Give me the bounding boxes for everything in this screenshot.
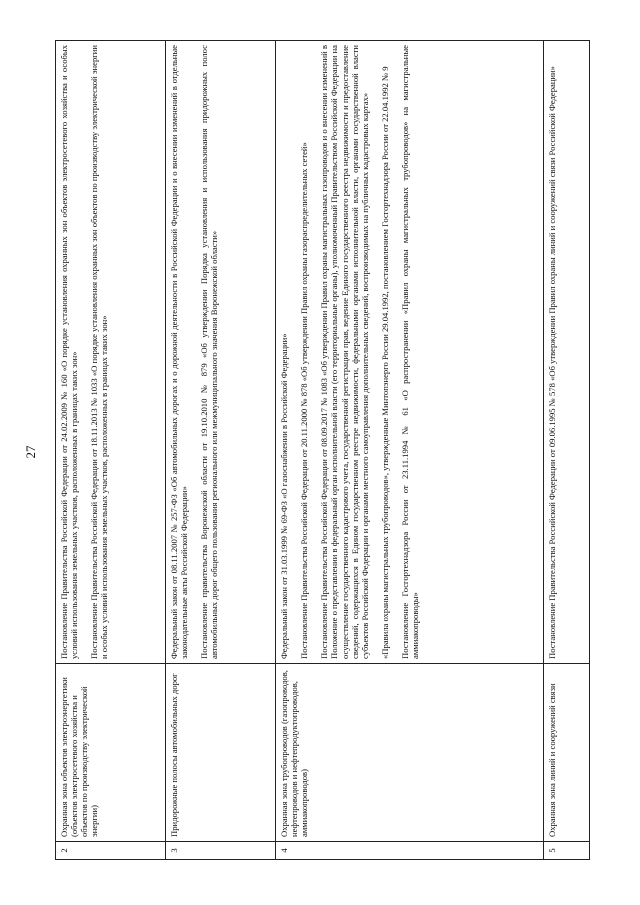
zone-name: Охранная зона трубопроводов (газопроводов, нефтепроводов и нефтепродуктопроводов, аммиакопроводов): [276, 664, 544, 842]
document-paragraph: «Правила охраны магистральных трубопроводов», утвержденные Минтопэнерго России 29.04.1992, постановлением Госгортехнадзора России от 22.04.1992 № 9: [379, 66, 390, 659]
zones-table: [55, 40, 590, 860]
table-row: [276, 41, 544, 860]
document-paragraph: Постановление Правительства Российской Федерации от 08.09.2017 № 1083 «Об утверждении Правил охраны магистральных газопроводов и о внесении изменений в Положение о представлении в федеральный орган исполнительной власти (его территориальные органы), уполномоченный Правительством Российской Федерации на осуществление государственного кадастрового учета, государственной регистрации прав, ведение Единого государственного реестра недвижимости и предоставление сведений, содержащихся в Едином государственном реестре недвижимости, федеральными органами исполнительной власти, органами государственной власти субъектов Российской Федерации и органами местного самоуправления дополнительных сведений, воспроизводимых на публичных кадастровых картах»: [319, 45, 370, 659]
document-paragraph: Постановление Правительства Российской Федерации от 20.11.2000 № 878 «Об утверждении Правил охраны газораспределительных сетей»: [299, 142, 310, 659]
document-paragraph: Постановление правительства Воронежской области от 19.10.2010 № 879 «Об утверждении Порядка установления и использования придорожных полос автомобильных дорог общего пользования регионального или межмуниципального значения Воронежской области»: [199, 45, 220, 659]
row-number: 3: [166, 842, 276, 860]
zone-documents: [276, 41, 544, 664]
document-paragraph: Постановление Правительства Российской Федерации от 18.11.2013 № 1033 «О порядке установления охранных зон объектов по производству электрической энергии и особых условий использования земельных участков, расположенных в границах таких зон»: [89, 45, 110, 659]
zone-documents: [166, 41, 276, 664]
zone-documents: [56, 41, 166, 664]
zone-name: Охранная зона линий и сооружений связи: [544, 664, 590, 842]
row-number: 2: [56, 842, 166, 860]
zone-documents: [544, 41, 590, 664]
row-number: 4: [276, 842, 544, 860]
document-paragraph: Постановление Правительства Российской Федерации от 24.02.2009 № 160 «О порядке установления охранных зон объектов электросетевого хозяйства и особых условий использования земельных участков, расположенных в границах таких зон»: [59, 45, 80, 659]
row-number: 5: [544, 842, 590, 860]
document-paragraph: Постановление Правительства Российской Федерации от 09.06.1995 № 578 «Об утверждении Правил охраны линий и сооружений связи Российской Федерации»: [547, 66, 557, 659]
document-paragraph: Федеральный закон от 08.11.2007 № 257-ФЗ «Об автомобильных дорогах и о дорожной деятельности в Российской Федерации и о внесении изменений в отдельные законодательные акты Российской Федерации»: [169, 45, 190, 659]
table-row: [166, 41, 276, 860]
zone-name: Охранная зона объектов электроэнергетики (объектов электросетевого хозяйства и объектов по производству электрической энергии): [56, 664, 166, 842]
document-paragraph: Постановление Госгортехнадзора России от 23.11.1994 № 61 «О распространении «Правил охраны магистральных трубопроводов» на магистральные аммиакопроводы»: [400, 45, 421, 659]
table-row: [56, 41, 166, 860]
table-row: [544, 41, 590, 860]
document-paragraph: Федеральный закон от 31.03.1999 № 69-ФЗ «О газоснабжении в Российской Федерации»: [279, 333, 289, 659]
rotated-table-container: [55, 40, 590, 860]
zone-name: Придорожные полосы автомобильных дорог: [166, 664, 276, 842]
page-number: 27: [23, 445, 38, 459]
